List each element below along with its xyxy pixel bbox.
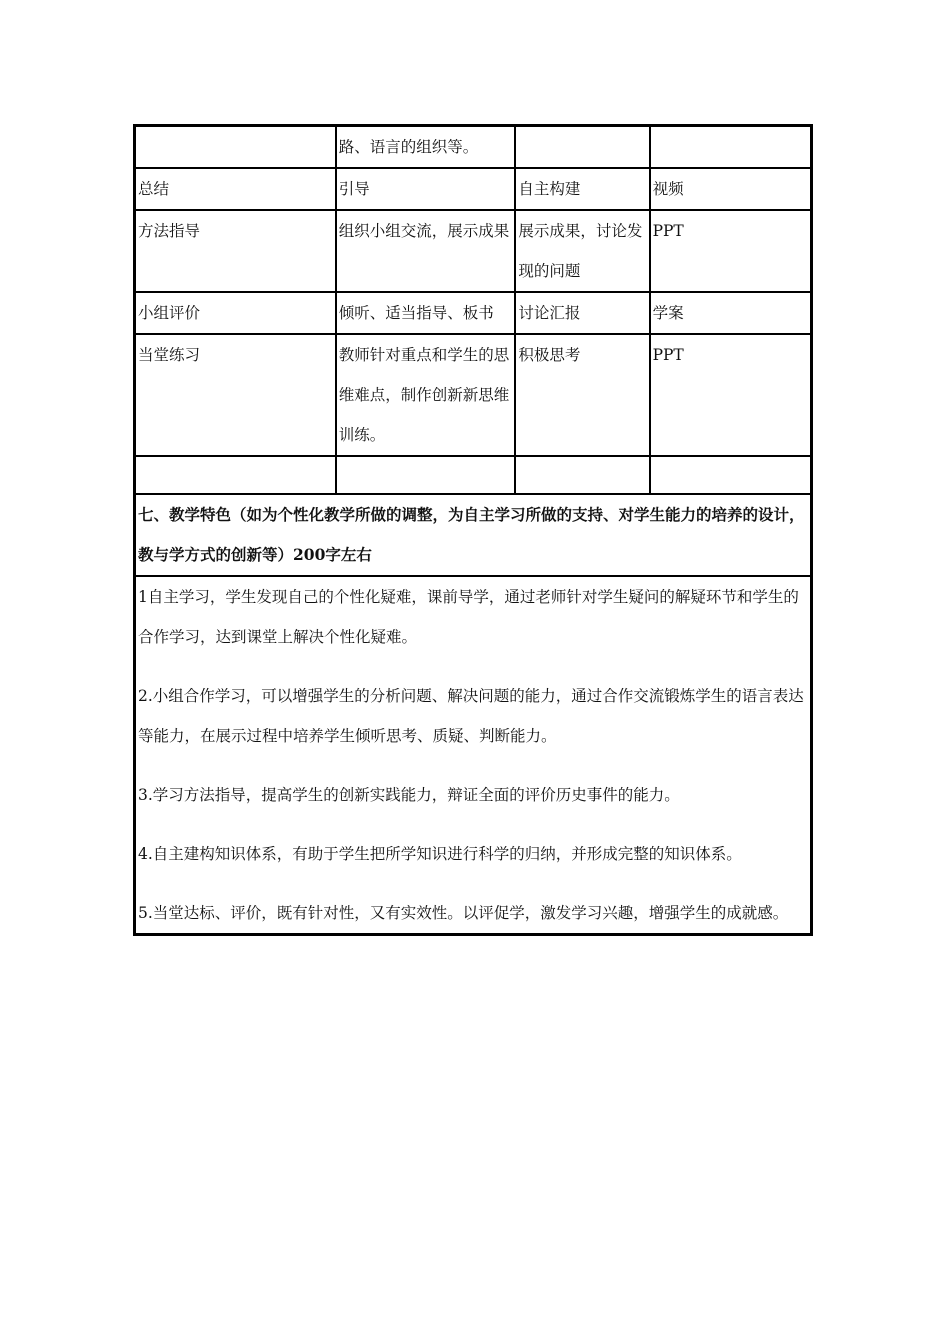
table-cell-media: 视频 [650,168,811,210]
table-cell-student-activity: 积极思考 [515,334,649,456]
table-cell-stage: 当堂练习 [135,334,336,456]
table-cell-teacher-activity [336,456,516,494]
table-row [135,334,811,456]
table-row [135,456,811,494]
table-row [135,126,811,168]
table-cell-teacher-activity: 倾听、适当指导、板书 [336,292,516,334]
table-cell-media: 学案 [650,292,811,334]
table-cell-media: PPT [650,334,811,456]
table-cell-student-activity [515,456,649,494]
table-cell-teacher-activity: 组织小组交流，展示成果 [336,210,516,292]
table-row [135,292,811,334]
table-cell-student-activity: 讨论汇报 [515,292,649,334]
table-cell-stage: 总结 [135,168,336,210]
table-cell-teacher-activity: 引导 [336,168,516,210]
table-cell-stage [135,126,336,168]
section-heading: 七、教学特色（如为个性化教学所做的调整，为自主学习所做的支持、对学生能力的培养的设计，教与学方式的创新等）200字左右 [135,494,811,576]
table-cell-stage: 小组评价 [135,292,336,334]
teaching-features-content [135,576,811,934]
lesson-plan-table [133,124,813,936]
table-cell-student-activity: 自主构建 [515,168,649,210]
table-cell-stage [135,456,336,494]
feature-paragraph: 5.当堂达标、评价，既有针对性，又有实效性。以评促学，激发学习兴趣，增强学生的成就感。 [138,904,789,922]
feature-paragraph: 2.小组合作学习，可以增强学生的分析问题、解决问题的能力，通过合作交流锻炼学生的语言表达等能力，在展示过程中培养学生倾听思考、质疑、判断能力。 [138,687,804,745]
table-cell-media: PPT [650,210,811,292]
table-row [135,168,811,210]
table-cell-media [650,126,811,168]
table-cell-student-activity [515,126,649,168]
section-heading-row [135,494,811,576]
feature-paragraph: 1自主学习，学生发现自己的个性化疑难，课前导学，通过老师针对学生疑问的解疑环节和学生的合作学习，达到课堂上解决个性化疑难。 [138,588,799,646]
feature-paragraph: 3.学习方法指导，提高学生的创新实践能力，辩证全面的评价历史事件的能力。 [138,786,680,804]
table-cell-media [650,456,811,494]
feature-paragraph: 4.自主建构知识体系，有助于学生把所学知识进行科学的归纳，并形成完整的知识体系。 [138,845,742,863]
table-cell-teacher-activity: 路、语言的组织等。 [336,126,516,168]
table-cell-teacher-activity: 教师针对重点和学生的思维难点，制作创新新思维训练。 [336,334,516,456]
table-cell-stage: 方法指导 [135,210,336,292]
table-row [135,210,811,292]
table-cell-student-activity: 展示成果，讨论发现的问题 [515,210,649,292]
section-body-row [135,576,811,934]
